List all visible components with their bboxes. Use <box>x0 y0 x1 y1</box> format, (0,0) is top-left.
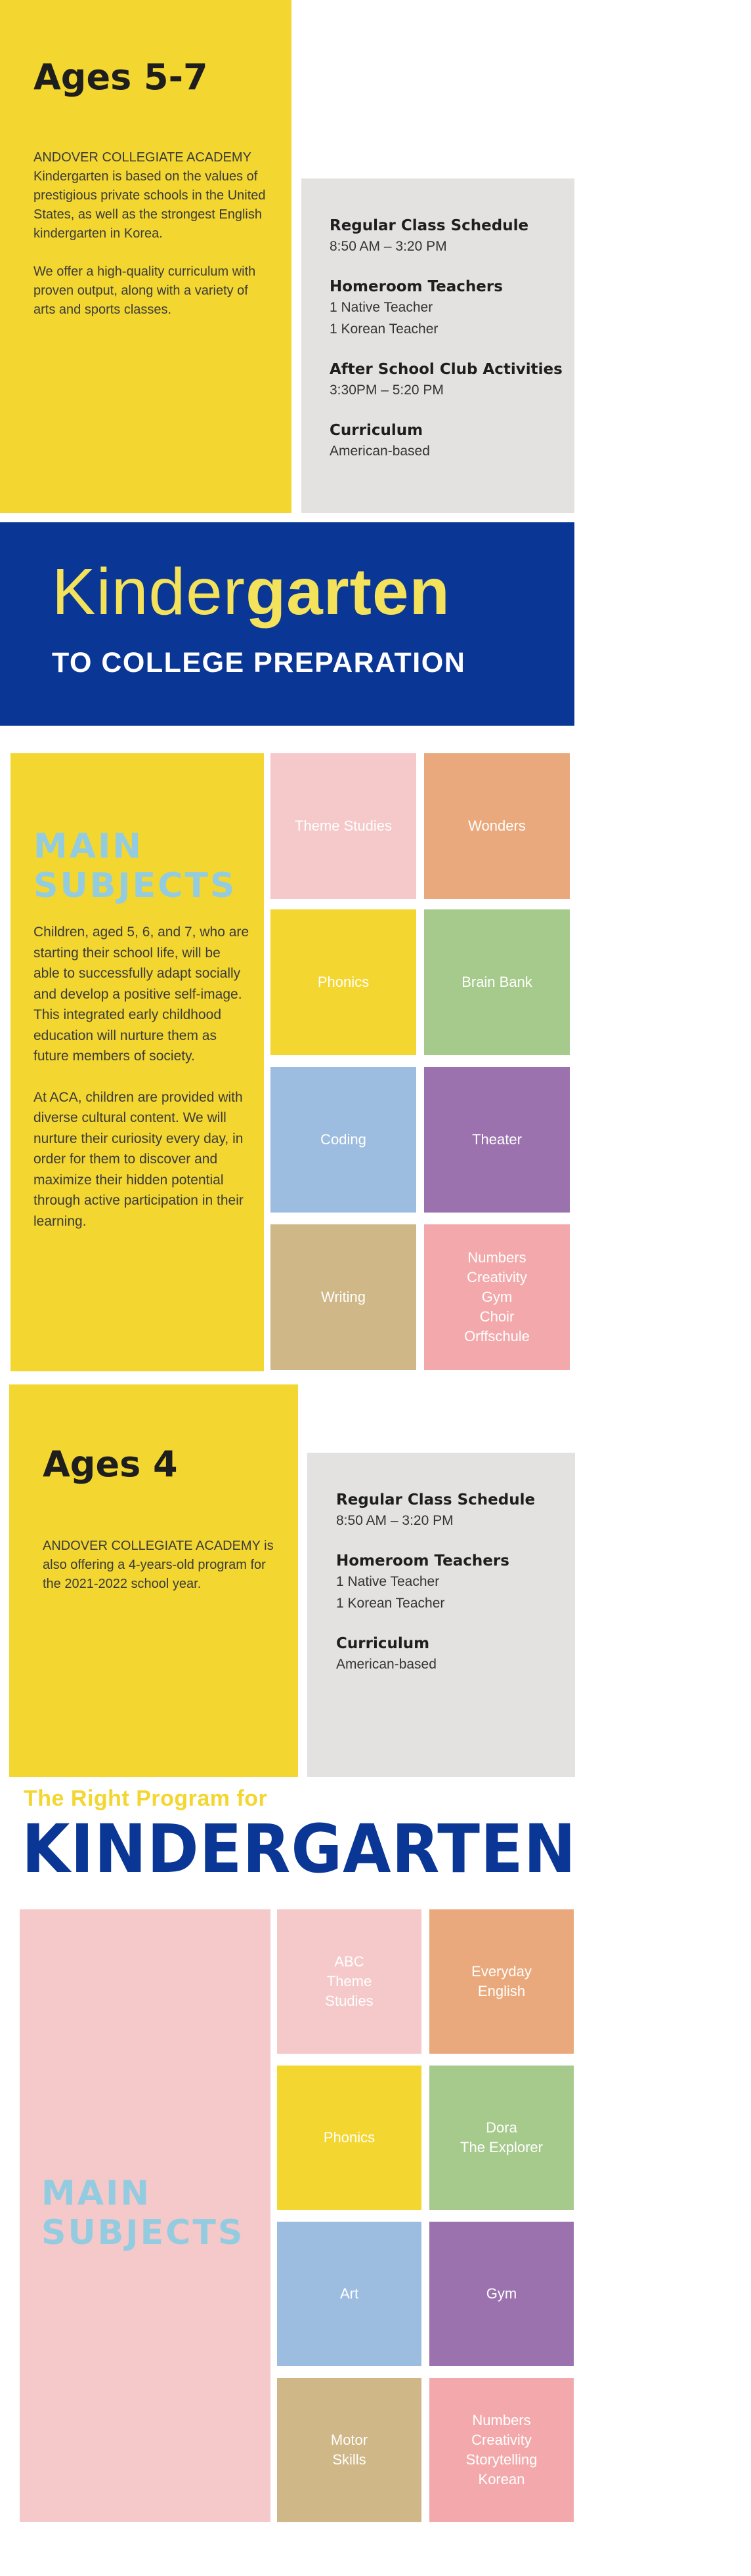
banner-subtitle: TO COLLEGE PREPARATION <box>52 647 466 678</box>
subject-tile-theme-studies: Theme Studies <box>270 753 416 899</box>
intro-paragraph: ANDOVER COLLEGIATE ACADEMY Kindergarten is based on the values of prestigious private schools in the United States, as well as the strongest English kindergarten in Korea. <box>33 150 266 241</box>
banner-title-light: Kinder <box>52 555 246 629</box>
subject-tile-phonics: Phonics <box>277 2066 421 2210</box>
subject-tile-theater: Theater <box>424 1067 570 1213</box>
subject-tile-numbers-creativity: Numbers Creativity Gym Choir Orffschule <box>424 1224 570 1370</box>
schedule-value: 3:30PM – 5:20 PM <box>330 383 444 398</box>
main-subjects-description <box>33 922 250 1252</box>
intro-paragraph: We offer a high-quality curriculum with proven output, along with a variety of arts and sports classes. <box>33 264 256 317</box>
subject-tile-numbers-creativity: Numbers Creativity Storytelling Korean <box>429 2378 574 2522</box>
subject-tile-brain-bank: Brain Bank <box>424 909 570 1055</box>
right-program-tagline: The Right Program for <box>24 1786 268 1811</box>
subject-tile-writing: Writing <box>270 1224 416 1370</box>
ages-5-7-title: Ages 5-7 <box>33 56 208 98</box>
schedule-heading: Regular Class Schedule <box>330 217 529 234</box>
subject-tile-coding: Coding <box>270 1067 416 1213</box>
subject-tile-gym: Gym <box>429 2222 574 2366</box>
schedule-value: 1 Korean Teacher <box>330 322 439 337</box>
main-subjects-heading: MAIN SUBJECTS <box>33 827 237 905</box>
main-subjects-heading: MAIN SUBJECTS <box>41 2174 245 2253</box>
schedule-value: 1 Native Teacher <box>336 1574 440 1589</box>
subject-tile-wonders: Wonders <box>424 753 570 899</box>
subject-tile-everyday-english: Everyday English <box>429 1909 574 2054</box>
schedule-item <box>330 421 572 462</box>
subject-tile-motor-skills: Motor Skills <box>277 2378 421 2522</box>
subject-tile-abc-theme-studies: ABC Theme Studies <box>277 1909 421 2054</box>
schedule-item <box>330 360 572 401</box>
schedule-item <box>330 216 572 257</box>
ages-5-7-intro-text <box>33 148 273 339</box>
schedule-item <box>336 1551 566 1614</box>
schedule-heading: After School Club Activities <box>330 361 563 378</box>
ages-4-schedule-panel <box>307 1453 575 1777</box>
schedule-heading: Homeroom Teachers <box>336 1552 509 1569</box>
intro-paragraph: ANDOVER COLLEGIATE ACADEMY is also offering a 4-years-old program for the 2021-2022 school year. <box>43 1539 274 1591</box>
kindergarten-heading: KINDERGARTEN <box>22 1810 576 1888</box>
schedule-value: American-based <box>330 444 430 459</box>
schedule-value: 1 Korean Teacher <box>336 1596 445 1611</box>
schedule-value: 8:50 AM – 3:20 PM <box>330 239 447 254</box>
schedule-item <box>336 1490 566 1531</box>
schedule-heading: Curriculum <box>330 422 423 439</box>
schedule-value: 8:50 AM – 3:20 PM <box>336 1513 454 1528</box>
subject-tile-dora-the-explorer: Dora The Explorer <box>429 2066 574 2210</box>
ages-5-7-schedule-panel <box>301 178 574 513</box>
schedule-heading: Regular Class Schedule <box>336 1491 536 1508</box>
description-paragraph: At ACA, children are provided with diverse cultural content. We will nurture their curiosity every day, in order for them to discover and maximize their hidden potential through active participation in their learning. <box>33 1089 244 1229</box>
schedule-item <box>330 277 572 340</box>
schedule-value: 1 Native Teacher <box>330 300 433 315</box>
banner-title <box>52 555 450 629</box>
banner-title-bold: garten <box>246 555 450 629</box>
ages-4-title: Ages 4 <box>43 1444 178 1485</box>
schedule-value: American-based <box>336 1657 437 1672</box>
schedule-heading: Homeroom Teachers <box>330 278 503 295</box>
schedule-item <box>336 1634 566 1675</box>
ages-4-intro-text <box>43 1537 286 1613</box>
subject-tile-phonics: Phonics <box>270 909 416 1055</box>
description-paragraph: Children, aged 5, 6, and 7, who are starting their school life, will be able to successfully adapt socially and develop a positive self-image. This integrated early childhood education will nurture them as future members of society. <box>33 924 249 1064</box>
kindergarten-banner <box>0 522 574 726</box>
schedule-heading: Curriculum <box>336 1635 430 1652</box>
subject-tile-art: Art <box>277 2222 421 2366</box>
